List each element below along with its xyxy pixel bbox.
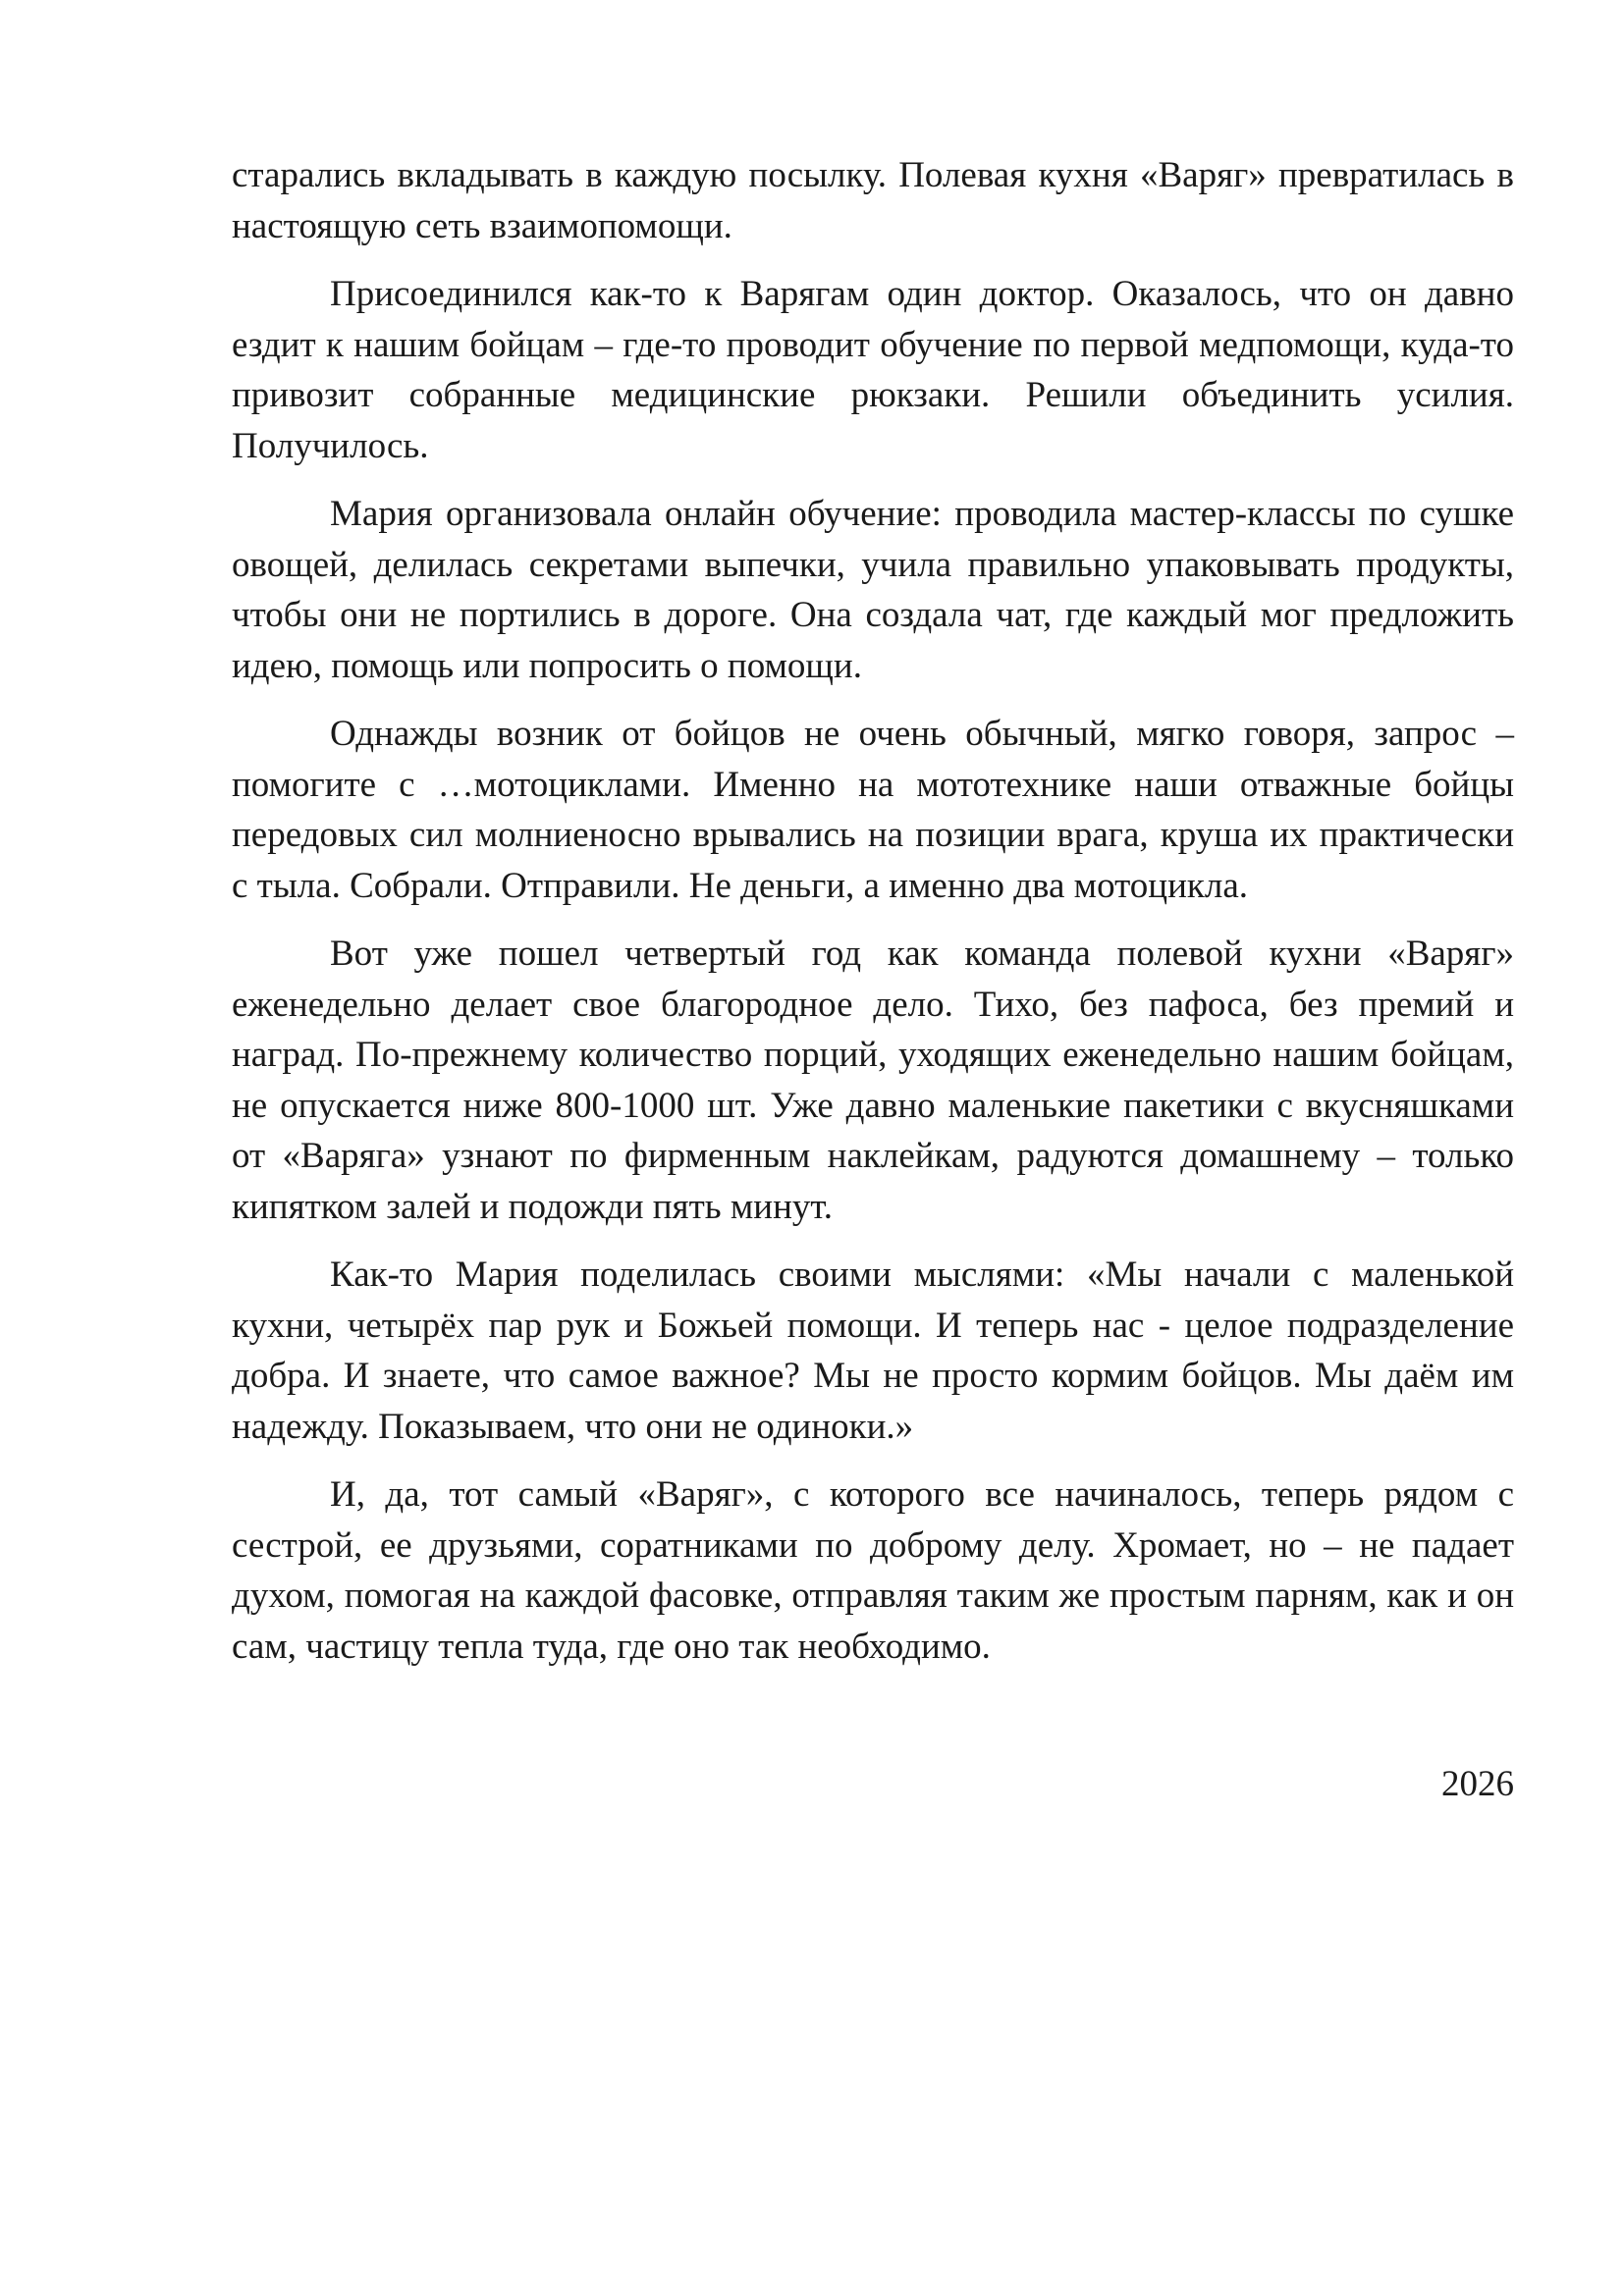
body-text (232, 150, 1514, 1689)
paragraph-motorcycles: Однажды возник от бойцов не очень обычный, мягко говоря, запрос – помогите с …мотоциклами. Именно на мототехнике наши отважные бойцы передовых сил молниеносно врывались на позиции врага, круша их практически с тыла. Собрали. Отправили. Не деньги, а именно два мотоцикла. (232, 714, 1514, 906)
paragraph-quote: Как-то Мария поделилась своими мыслями: «Мы начали с маленькой кухни, четырёх пар рук и Божьей помощи. И теперь нас - целое подразделение добра. И знаете, что самое важное? Мы не просто кормим бойцов. Мы даём им надежду. Показываем, что они не одиноки.» (232, 1255, 1514, 1447)
paragraph-continuation: старались вкладывать в каждую посылку. Полевая кухня «Варяг» превратилась в настоящую сеть взаимопомощи. (232, 155, 1514, 246)
paragraph-fourth-year: Вот уже пошел четвертый год как команда полевой кухни «Варяг» еженедельно делает свое благородное дело. Тихо, без пафоса, без премий и наград. По-прежнему количество порций, уходящих еженедельно нашим бойцам, не опускается ниже 800-1000 шт. Уже давно маленькие пакетики с вкусняшками от «Варяга» узнают по фирменным наклейкам, радуются домашнему – только кипятком залей и подожди пять минут. (232, 934, 1514, 1227)
paragraph-doctor: Присоединился как-то к Варягам один доктор. Оказалось, что он давно ездит к нашим бойцам – где-то проводит обучение по первой медпомощи, куда-то привозит собранные медицинские рюкзаки. Решили объединить усилия. Получилось. (232, 274, 1514, 466)
year-label: 2026 (1441, 1764, 1514, 1804)
paragraph-conclusion: И, да, тот самый «Варяг», с которого все начиналось, теперь рядом с сестрой, ее друзьями, соратниками по доброму делу. Хромает, но – не падает духом, помогая на каждой фасовке, отправляя таким же простым парням, как и он сам, частицу тепла туда, где оно так необходимо. (232, 1474, 1514, 1667)
paragraph-online-training: Мария организовала онлайн обучение: проводила мастер-классы по сушке овощей, делилась секретами выпечки, учила правильно упаковывать продукты, чтобы они не портились в дороге. Она создала чат, где каждый мог предложить идею, помощь или попросить о помощи. (232, 494, 1514, 686)
